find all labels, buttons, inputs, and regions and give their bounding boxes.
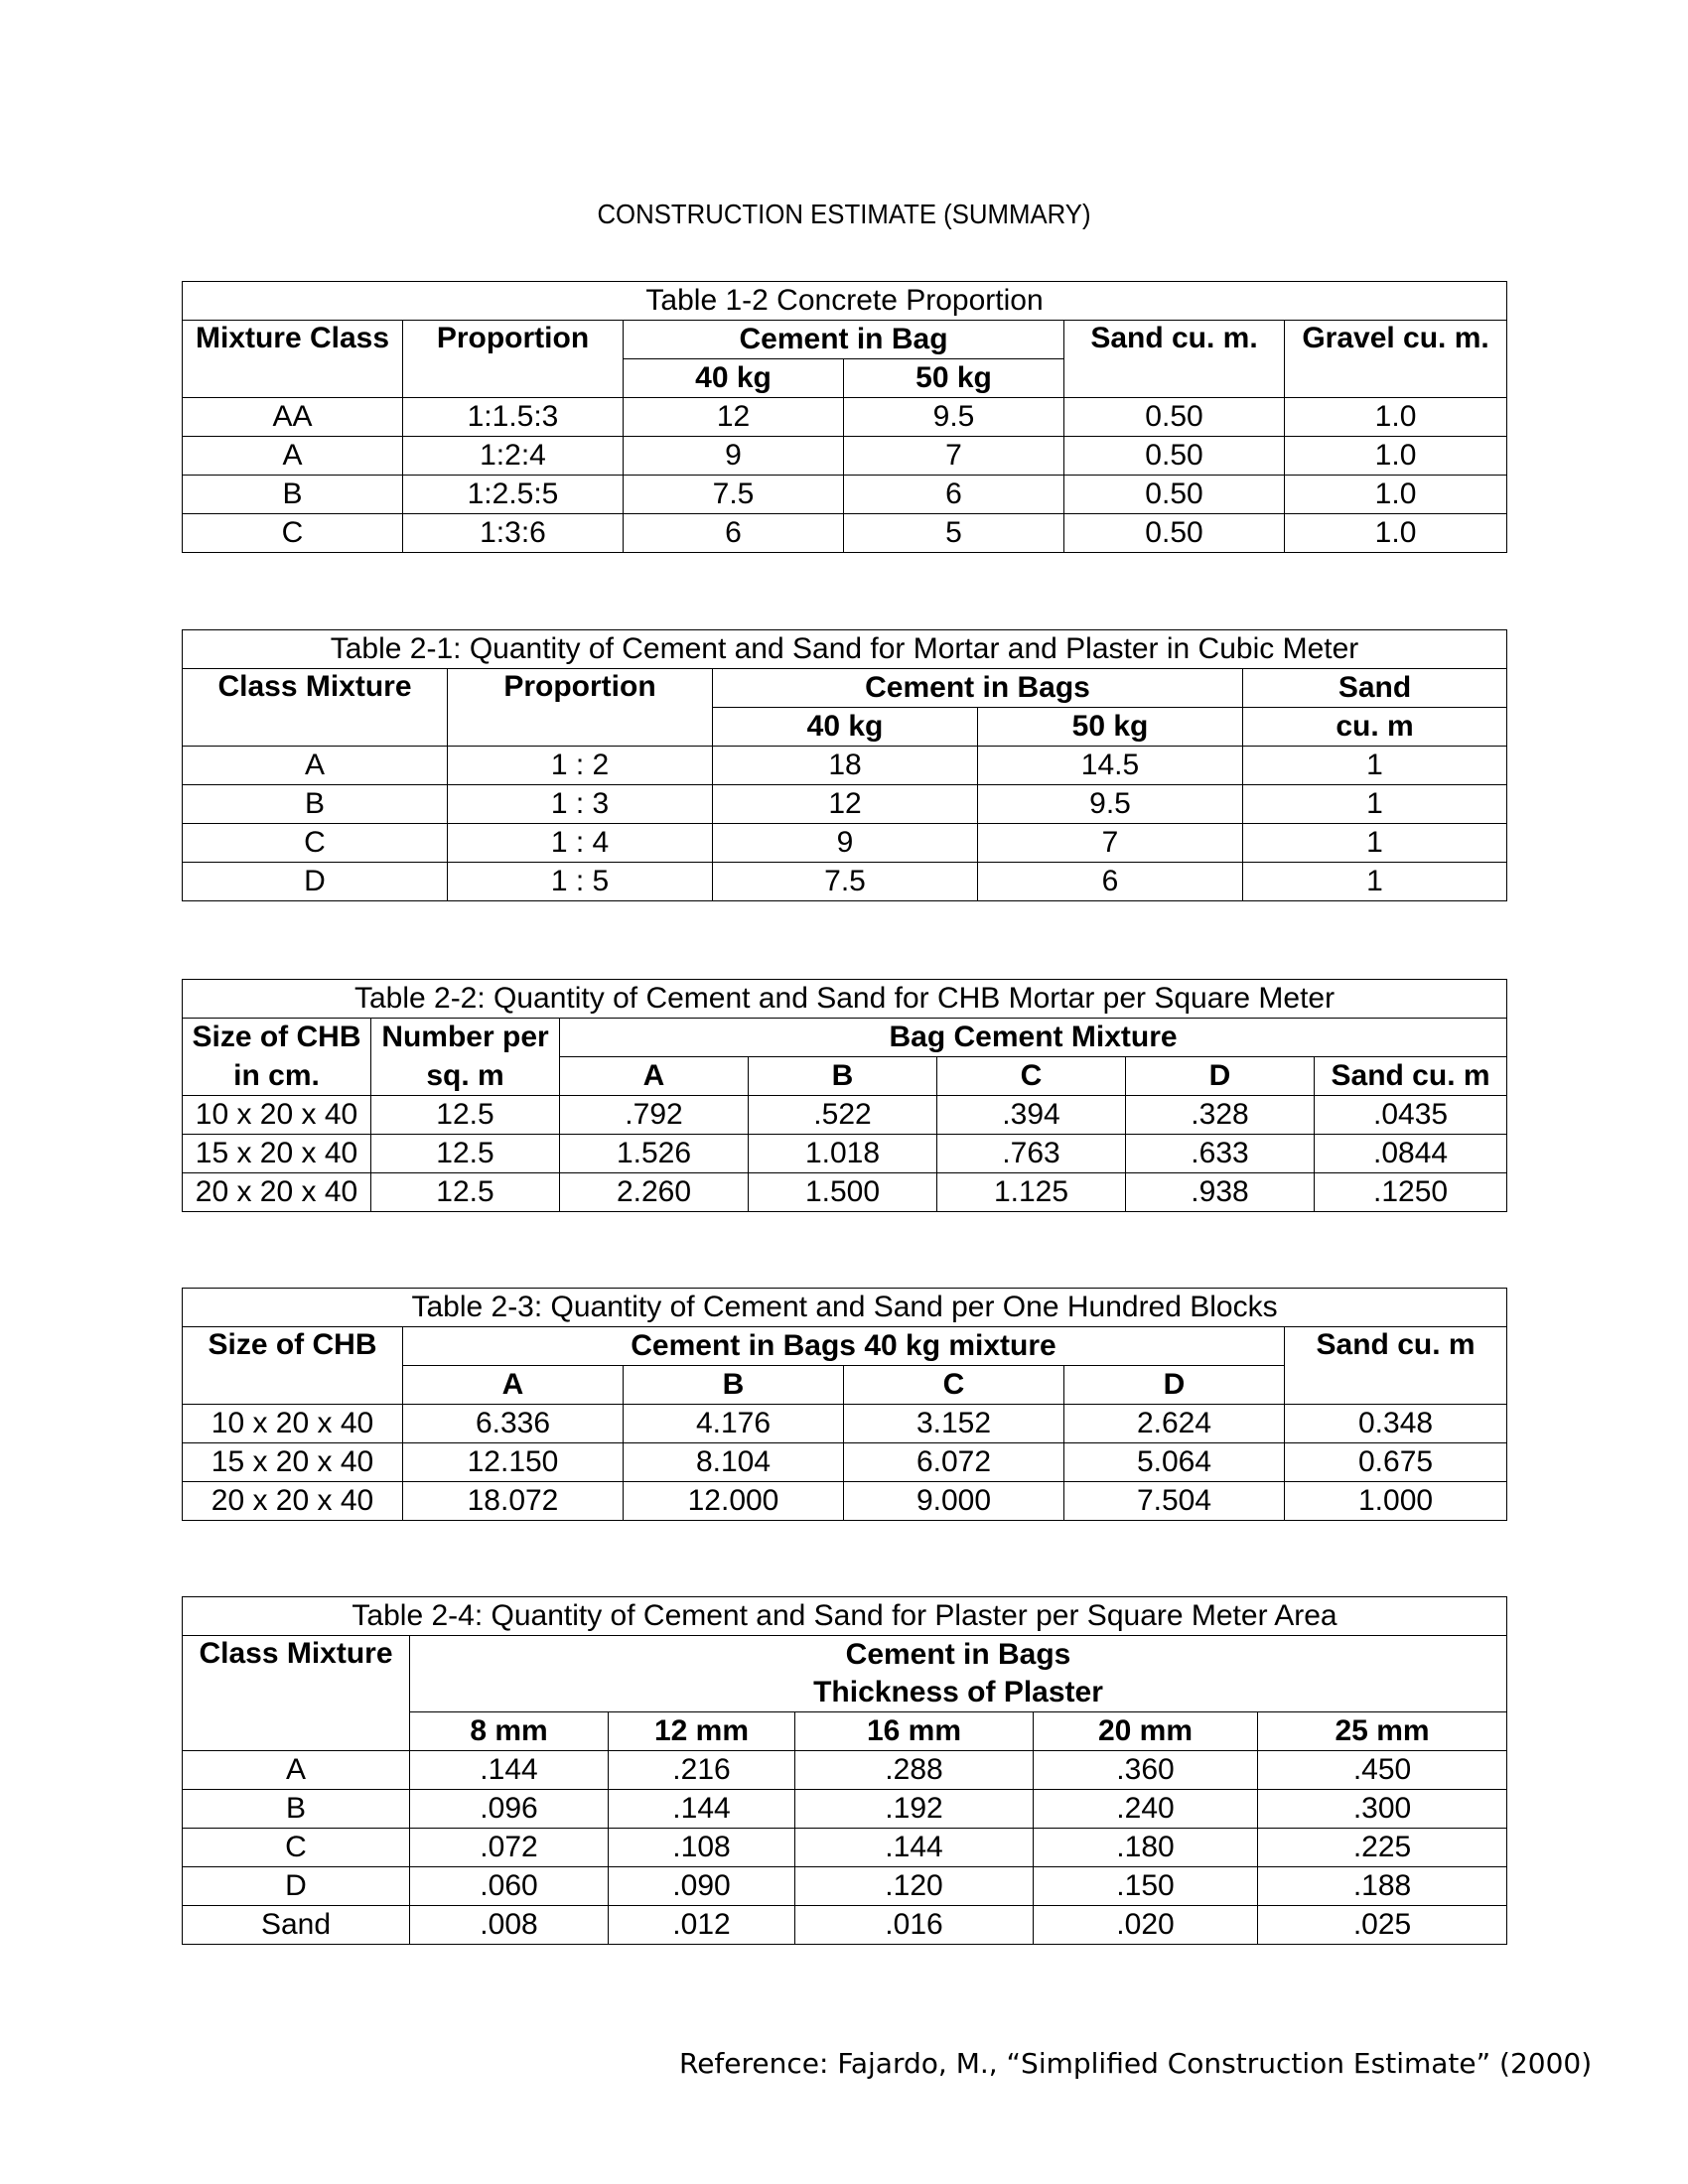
col-header-16mm: 16 mm xyxy=(795,1712,1034,1751)
table-row xyxy=(183,824,1507,863)
table-cell: .150 xyxy=(1034,1867,1258,1906)
table-cell: 1.0 xyxy=(1285,476,1507,514)
col-header-sand: Sand cu. m. xyxy=(1064,321,1285,398)
col-header-12mm: 12 mm xyxy=(609,1712,795,1751)
table-cell: .060 xyxy=(410,1867,609,1906)
table-cell: 10 x 20 x 40 xyxy=(183,1405,403,1443)
table-cell: 0.50 xyxy=(1064,514,1285,553)
table-cell: 5 xyxy=(844,514,1064,553)
col-header-class-mixture: Class Mixture xyxy=(183,669,448,747)
col-header-25mm: 25 mm xyxy=(1258,1712,1507,1751)
table-cell: 12.5 xyxy=(371,1135,560,1173)
table-cell: C xyxy=(183,824,448,863)
table-cell: 1.0 xyxy=(1285,514,1507,553)
table-cell: 7.5 xyxy=(713,863,978,901)
table-cell: 12 xyxy=(713,785,978,824)
table-cell: 1 : 5 xyxy=(448,863,713,901)
table-cell: 1.0 xyxy=(1285,398,1507,437)
table-row xyxy=(183,1482,1507,1521)
table-cell: Sand xyxy=(183,1906,410,1945)
col-header-size-unit: in cm. xyxy=(183,1057,371,1096)
table-cell: 12.150 xyxy=(403,1443,624,1482)
table-row xyxy=(183,398,1507,437)
table-cell: .192 xyxy=(795,1790,1034,1829)
table-row xyxy=(183,1790,1507,1829)
col-header-50kg: 50 kg xyxy=(978,708,1243,747)
col-header-sq-m: sq. m xyxy=(371,1057,560,1096)
table-cell: 9 xyxy=(624,437,844,476)
table-cell: .633 xyxy=(1126,1135,1315,1173)
table-cell: .0844 xyxy=(1315,1135,1507,1173)
table-cell: 20 x 20 x 40 xyxy=(183,1173,371,1212)
table-row xyxy=(183,1443,1507,1482)
col-header-gravel: Gravel cu. m. xyxy=(1285,321,1507,398)
table-cell: 1 xyxy=(1243,824,1507,863)
table-row xyxy=(183,1829,1507,1867)
table-cell: 20 x 20 x 40 xyxy=(183,1482,403,1521)
table-row xyxy=(183,863,1507,901)
col-header-cement: Cement in Bags xyxy=(713,669,1243,708)
table-cell: .240 xyxy=(1034,1790,1258,1829)
table-cell: .328 xyxy=(1126,1096,1315,1135)
col-header-8mm: 8 mm xyxy=(410,1712,609,1751)
table-cell: 7.504 xyxy=(1064,1482,1285,1521)
col-header-thickness: Thickness of Plaster xyxy=(410,1674,1507,1712)
col-header-d: D xyxy=(1064,1366,1285,1405)
table-cell: 18 xyxy=(713,747,978,785)
col-header-20mm: 20 mm xyxy=(1034,1712,1258,1751)
table-cell: .394 xyxy=(937,1096,1126,1135)
col-header-proportion: Proportion xyxy=(448,669,713,747)
table-cell: 1.125 xyxy=(937,1173,1126,1212)
table-cell: 2.260 xyxy=(560,1173,749,1212)
col-header-size-chb: Size of CHB xyxy=(183,1019,371,1057)
col-header-number-per: Number per xyxy=(371,1019,560,1057)
table-cell: A xyxy=(183,1751,410,1790)
table-row xyxy=(183,1405,1507,1443)
col-header-class-mixture: Class Mixture xyxy=(183,1636,410,1751)
table-cell: 3.152 xyxy=(844,1405,1064,1443)
table-cell: 1 xyxy=(1243,863,1507,901)
table-cell: .096 xyxy=(410,1790,609,1829)
col-header-sand: Sand cu. m xyxy=(1285,1327,1507,1405)
table-cell: 9 xyxy=(713,824,978,863)
col-header-cement: Cement in Bag xyxy=(624,321,1064,359)
table-cell: 6.336 xyxy=(403,1405,624,1443)
table-row xyxy=(183,1867,1507,1906)
table-cell: .016 xyxy=(795,1906,1034,1945)
table-cell: .0435 xyxy=(1315,1096,1507,1135)
col-header-cement: Cement in Bags xyxy=(410,1636,1507,1675)
table-cell: AA xyxy=(183,398,403,437)
col-header-c: C xyxy=(844,1366,1064,1405)
table-row xyxy=(183,476,1507,514)
table-cell: 1.018 xyxy=(749,1135,937,1173)
table-cell: .225 xyxy=(1258,1829,1507,1867)
col-header-b: B xyxy=(749,1057,937,1096)
table-row xyxy=(183,514,1507,553)
table-cell: B xyxy=(183,785,448,824)
col-header-cement: Cement in Bags 40 kg mixture xyxy=(403,1327,1285,1366)
table-cell: .090 xyxy=(609,1867,795,1906)
table-cell: .120 xyxy=(795,1867,1034,1906)
table-cell: .188 xyxy=(1258,1867,1507,1906)
table-cell: 18.072 xyxy=(403,1482,624,1521)
table-cell: 7 xyxy=(978,824,1243,863)
table-cell: .522 xyxy=(749,1096,937,1135)
table-cell: .108 xyxy=(609,1829,795,1867)
table-cell: 1.526 xyxy=(560,1135,749,1173)
table-row xyxy=(183,437,1507,476)
col-header-50kg: 50 kg xyxy=(844,359,1064,398)
table-cell: .008 xyxy=(410,1906,609,1945)
col-header-size-chb: Size of CHB xyxy=(183,1327,403,1405)
table-concrete-proportion xyxy=(182,281,1507,553)
table-caption: Table 2-4: Quantity of Cement and Sand for Plaster per Square Meter Area xyxy=(183,1597,1507,1636)
table-cell: .020 xyxy=(1034,1906,1258,1945)
table-row xyxy=(183,1135,1507,1173)
table-cell: 4.176 xyxy=(624,1405,844,1443)
table-row xyxy=(183,1173,1507,1212)
table-plaster-per-square-meter xyxy=(182,1596,1507,1945)
col-header-b: B xyxy=(624,1366,844,1405)
table-cell: 1 xyxy=(1243,785,1507,824)
table-cell: .025 xyxy=(1258,1906,1507,1945)
table-cell: 0.348 xyxy=(1285,1405,1507,1443)
table-cell: D xyxy=(183,1867,410,1906)
col-header-d: D xyxy=(1126,1057,1315,1096)
col-header-c: C xyxy=(937,1057,1126,1096)
table-cell: .360 xyxy=(1034,1751,1258,1790)
table-cell: 1:2.5:5 xyxy=(403,476,624,514)
table-cell: .450 xyxy=(1258,1751,1507,1790)
col-header-a: A xyxy=(403,1366,624,1405)
table-cell: .300 xyxy=(1258,1790,1507,1829)
table-row xyxy=(183,1751,1507,1790)
table-cell: 1 : 3 xyxy=(448,785,713,824)
table-mortar-plaster-cubic-meter xyxy=(182,629,1507,901)
table-cell: 5.064 xyxy=(1064,1443,1285,1482)
table-cell: 7.5 xyxy=(624,476,844,514)
table-cell: 2.624 xyxy=(1064,1405,1285,1443)
table-cell: 1 : 4 xyxy=(448,824,713,863)
page-title: CONSTRUCTION ESTIMATE (SUMMARY) xyxy=(597,199,1091,229)
table-cell: 1:3:6 xyxy=(403,514,624,553)
table-cell: 0.50 xyxy=(1064,437,1285,476)
table-caption: Table 1-2 Concrete Proportion xyxy=(183,282,1507,321)
table-cell: .288 xyxy=(795,1751,1034,1790)
table-cell: 1.500 xyxy=(749,1173,937,1212)
table-cell: 0.50 xyxy=(1064,476,1285,514)
table-cell: 12.5 xyxy=(371,1173,560,1212)
table-cell: 12 xyxy=(624,398,844,437)
table-chb-mortar xyxy=(182,979,1507,1212)
table-cell: A xyxy=(183,747,448,785)
table-cell: 10 x 20 x 40 xyxy=(183,1096,371,1135)
table-cell: 7 xyxy=(844,437,1064,476)
table-cell: .144 xyxy=(609,1790,795,1829)
table-cell: .144 xyxy=(410,1751,609,1790)
table-cell: 1:2:4 xyxy=(403,437,624,476)
table-cell: 15 x 20 x 40 xyxy=(183,1135,371,1173)
table-row xyxy=(183,1096,1507,1135)
table-cell: 0.675 xyxy=(1285,1443,1507,1482)
table-cell: 1 xyxy=(1243,747,1507,785)
table-cell: 8.104 xyxy=(624,1443,844,1482)
table-cell: 6 xyxy=(978,863,1243,901)
col-header-mixture-class: Mixture Class xyxy=(183,321,403,398)
table-cell: 12.000 xyxy=(624,1482,844,1521)
col-header-40kg: 40 kg xyxy=(624,359,844,398)
col-header-bag-cement-mixture: Bag Cement Mixture xyxy=(560,1019,1507,1057)
table-cell: .144 xyxy=(795,1829,1034,1867)
table-cell: B xyxy=(183,1790,410,1829)
table-cell: .938 xyxy=(1126,1173,1315,1212)
table-caption: Table 2-1: Quantity of Cement and Sand for Mortar and Plaster in Cubic Meter xyxy=(183,630,1507,669)
table-cell: .1250 xyxy=(1315,1173,1507,1212)
table-cell: 9.5 xyxy=(978,785,1243,824)
table-cell: 1:1.5:3 xyxy=(403,398,624,437)
col-header-40kg: 40 kg xyxy=(713,708,978,747)
table-cell: 6.072 xyxy=(844,1443,1064,1482)
table-cell: 14.5 xyxy=(978,747,1243,785)
col-header-sand: Sand cu. m xyxy=(1315,1057,1507,1096)
table-cell: .216 xyxy=(609,1751,795,1790)
table-cell: 1.000 xyxy=(1285,1482,1507,1521)
table-cell: 9.000 xyxy=(844,1482,1064,1521)
table-cell: 12.5 xyxy=(371,1096,560,1135)
table-caption: Table 2-3: Quantity of Cement and Sand per One Hundred Blocks xyxy=(183,1289,1507,1327)
table-row xyxy=(183,747,1507,785)
table-caption: Table 2-2: Quantity of Cement and Sand for CHB Mortar per Square Meter xyxy=(183,980,1507,1019)
table-cell: A xyxy=(183,437,403,476)
table-cell: .072 xyxy=(410,1829,609,1867)
table-row xyxy=(183,1906,1507,1945)
table-cell: .763 xyxy=(937,1135,1126,1173)
table-cell: 1.0 xyxy=(1285,437,1507,476)
table-cell: D xyxy=(183,863,448,901)
table-cell: 6 xyxy=(844,476,1064,514)
table-cell: 1 : 2 xyxy=(448,747,713,785)
reference-note: Reference: Fajardo, M., “Simplified Construction Estimate” (2000) xyxy=(679,2047,1593,2080)
col-header-sand-unit: cu. m xyxy=(1243,708,1507,747)
col-header-sand: Sand xyxy=(1243,669,1507,708)
col-header-a: A xyxy=(560,1057,749,1096)
table-cell: 6 xyxy=(624,514,844,553)
col-header-proportion: Proportion xyxy=(403,321,624,398)
table-cell: C xyxy=(183,514,403,553)
table-cell: 0.50 xyxy=(1064,398,1285,437)
table-cell: .012 xyxy=(609,1906,795,1945)
table-cell: B xyxy=(183,476,403,514)
table-cell: C xyxy=(183,1829,410,1867)
table-cell: .792 xyxy=(560,1096,749,1135)
table-row xyxy=(183,785,1507,824)
table-cell: .180 xyxy=(1034,1829,1258,1867)
table-cell: 9.5 xyxy=(844,398,1064,437)
table-hundred-blocks xyxy=(182,1288,1507,1521)
table-cell: 15 x 20 x 40 xyxy=(183,1443,403,1482)
